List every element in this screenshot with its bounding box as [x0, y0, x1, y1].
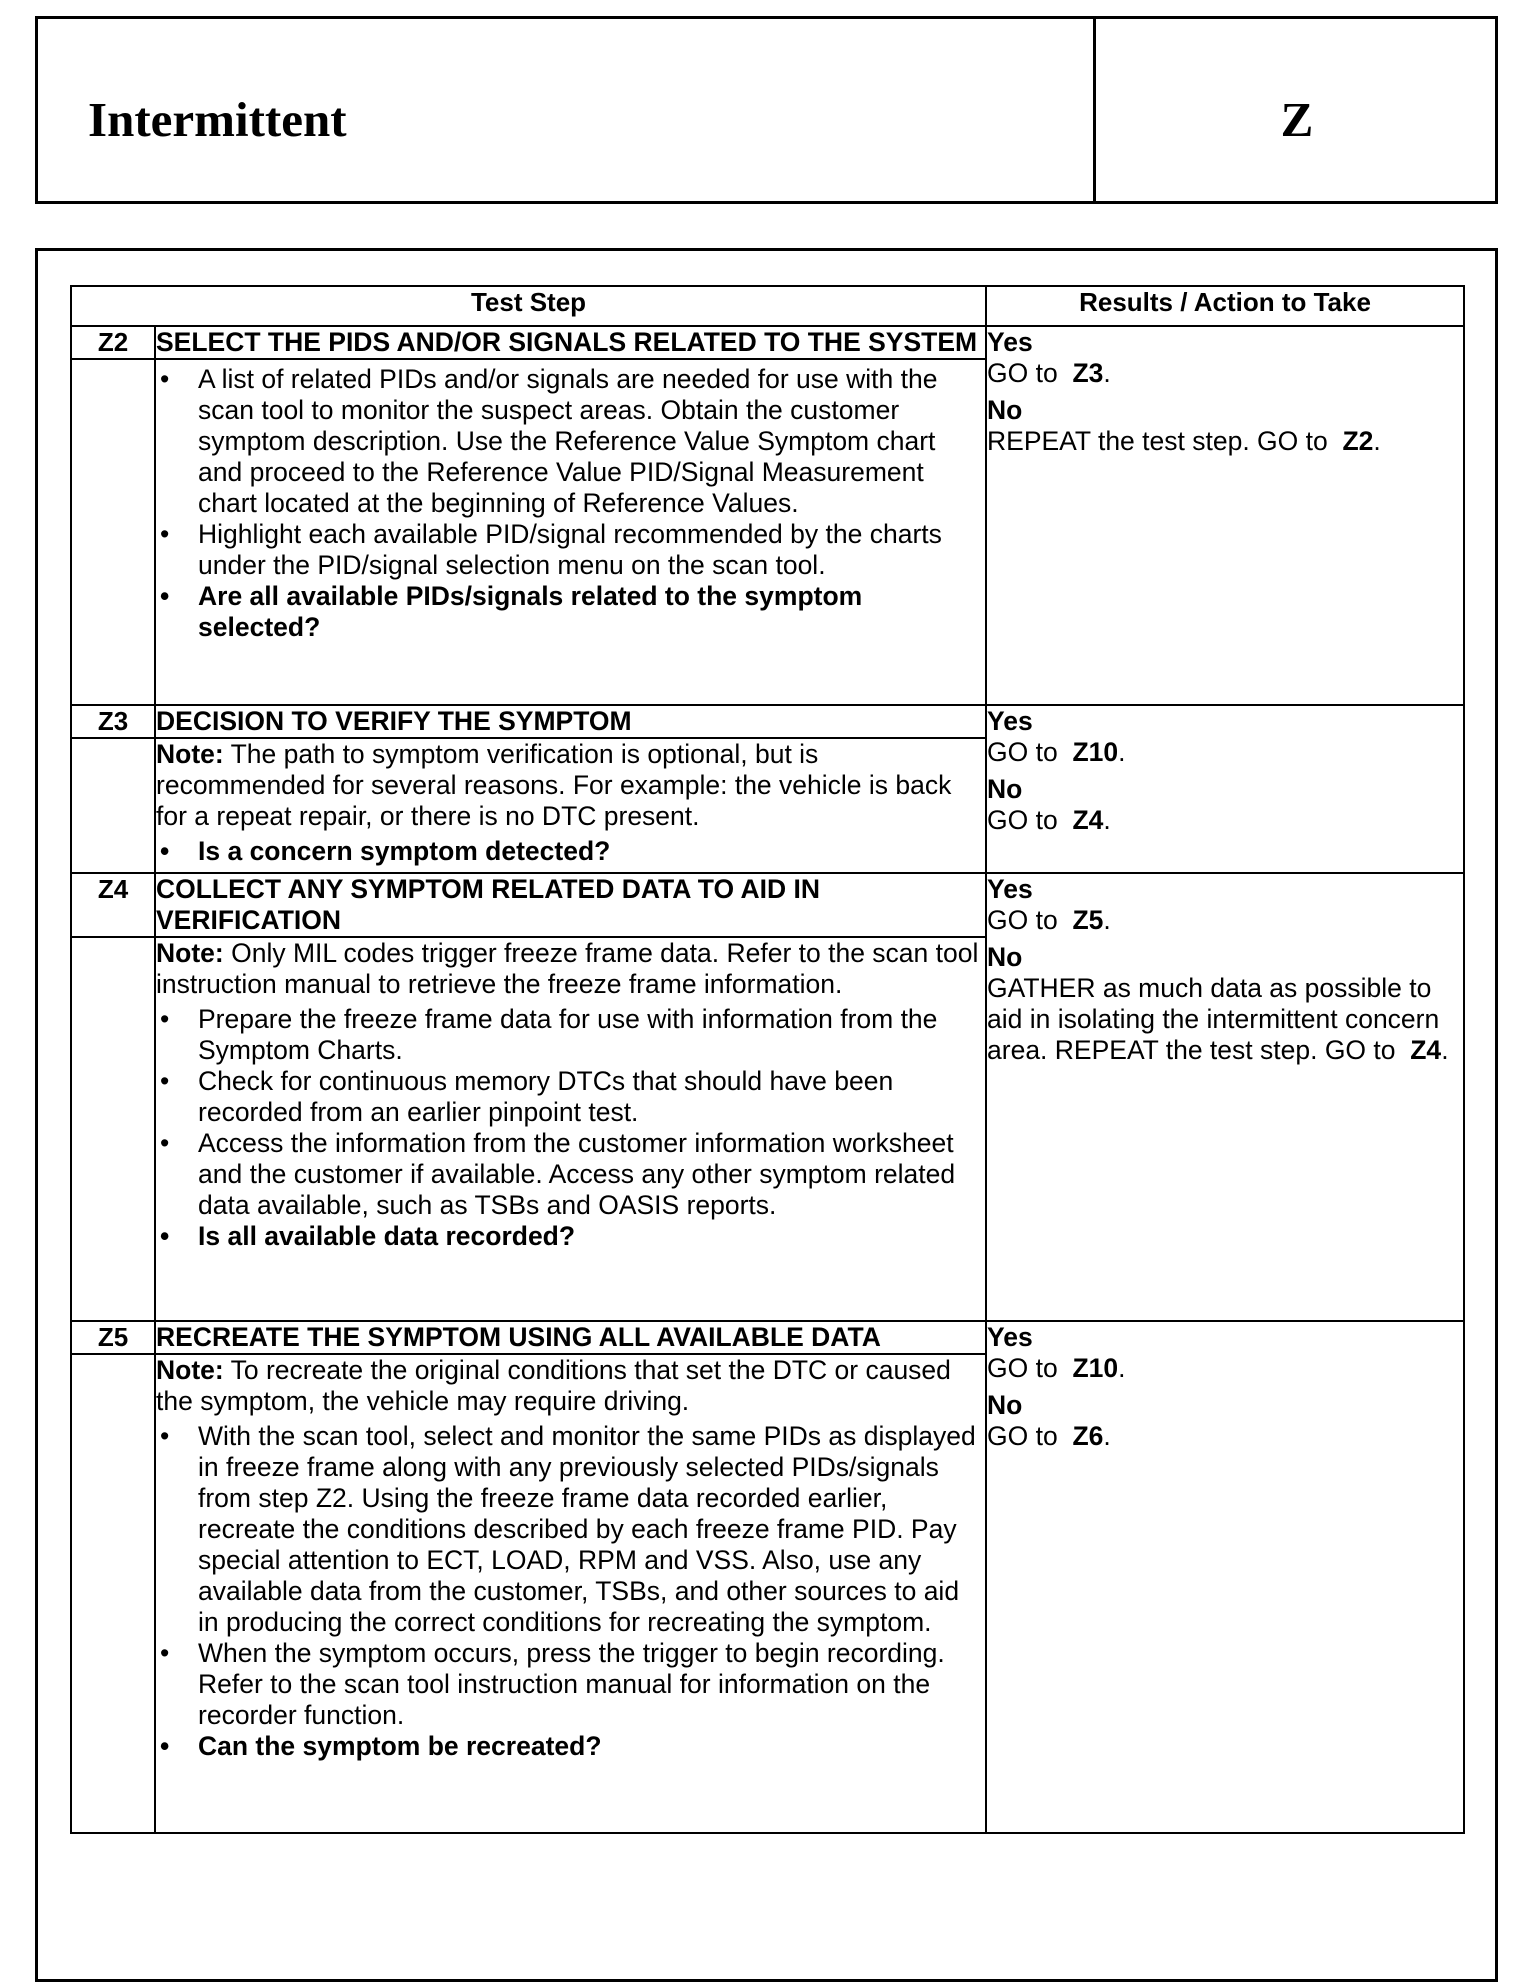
step-title: DECISION TO VERIFY THE SYMPTOM	[155, 705, 986, 738]
yes-label: Yes	[987, 327, 1033, 357]
step-id: Z2	[71, 326, 155, 359]
step-title: SELECT THE PIDS AND/OR SIGNALS RELATED TO THE SYSTEM	[155, 326, 986, 359]
test-step-table	[70, 285, 1465, 1834]
list-item: • Access the information from the customer information worksheet and the customer if available. Access any other symptom related data available, such as TSBs and OASIS reports.	[156, 1128, 985, 1221]
list-item: • Highlight each available PID/signal recommended by the charts under the PID/signal selection menu on the scan tool.	[156, 519, 985, 581]
section-code: Z	[1280, 92, 1314, 147]
step-id: Z5	[71, 1321, 155, 1354]
result-no	[987, 774, 1463, 836]
no-action: REPEAT the test step. GO to Z2.	[987, 426, 1381, 456]
step-detail	[155, 359, 986, 705]
yes-action: GO to Z10.	[987, 737, 1126, 767]
no-label: No	[987, 1390, 1023, 1420]
step-note: Note: To recreate the original conditions that set the DTC or caused the symptom, the vehicle may require driving.	[156, 1355, 951, 1416]
no-label: No	[987, 395, 1023, 425]
step-detail	[155, 937, 986, 1321]
step-id: Z4	[71, 873, 155, 937]
no-label: No	[987, 942, 1023, 972]
table-row	[71, 326, 1464, 359]
step-result	[986, 873, 1464, 1321]
step-question: • Is a concern symptom detected?	[156, 836, 985, 867]
step-detail	[155, 1354, 986, 1833]
yes-action: GO to Z5.	[987, 905, 1111, 935]
yes-label: Yes	[987, 874, 1033, 904]
step-note: Note: The path to symptom verification is optional, but is recommended for several reasons. For example: the vehicle is back for a repeat repair, or there is no DTC present.	[156, 739, 952, 831]
list-item: • With the scan tool, select and monitor the same PIDs as displayed in freeze frame along with any previously selected PIDs/signals from step Z2. Using the freeze frame data recorded earlier, recreate the conditions described by each freeze frame PID. Pay special attention to ECT, LOAD, RPM and VSS. Also, use any available data from the customer, TSBs, and other sources to aid in producing the correct conditions for recreating the symptom.	[156, 1421, 985, 1638]
no-action: GATHER as much data as possible to aid in isolating the intermittent concern area. REPEAT the test step. GO to Z4.	[987, 973, 1449, 1065]
result-yes	[987, 706, 1463, 768]
step-question: • Can the symptom be recreated?	[156, 1731, 985, 1762]
no-action: GO to Z6.	[987, 1421, 1111, 1451]
table-row	[71, 873, 1464, 937]
step-result	[986, 705, 1464, 873]
list-item: • Check for continuous memory DTCs that should have been recorded from an earlier pinpoint test.	[156, 1066, 985, 1128]
step-result	[986, 1321, 1464, 1833]
step-question: • Are all available PIDs/signals related to the symptom selected?	[156, 581, 985, 643]
list-item: • Prepare the freeze frame data for use with information from the Symptom Charts.	[156, 1004, 985, 1066]
result-yes	[987, 874, 1463, 936]
result-no	[987, 395, 1463, 457]
step-title: COLLECT ANY SYMPTOM RELATED DATA TO AID IN VERIFICATION	[155, 873, 986, 937]
step-id: Z3	[71, 705, 155, 738]
result-yes	[987, 1322, 1463, 1384]
no-label: No	[987, 774, 1023, 804]
yes-label: Yes	[987, 706, 1033, 736]
result-no	[987, 942, 1463, 1066]
list-item: • A list of related PIDs and/or signals are needed for use with the scan tool to monitor the suspect areas. Obtain the customer symptom description. Use the Reference Value Symptom chart and proceed to the Reference Value PID/Signal Measurement chart located at the beginning of Reference Values.	[156, 364, 985, 519]
table-row	[71, 705, 1464, 738]
yes-label: Yes	[987, 1322, 1033, 1352]
step-detail	[155, 738, 986, 873]
column-header-test-step: Test Step	[71, 286, 986, 326]
list-item: • When the symptom occurs, press the trigger to begin recording. Refer to the scan tool instruction manual for information on the recorder function.	[156, 1638, 985, 1731]
page-title: Intermittent	[88, 92, 347, 147]
column-header-results: Results / Action to Take	[986, 286, 1464, 326]
no-action: GO to Z4.	[987, 805, 1111, 835]
result-yes	[987, 327, 1463, 389]
yes-action: GO to Z3.	[987, 358, 1111, 388]
step-question: • Is all available data recorded?	[156, 1221, 985, 1252]
result-no	[987, 1390, 1463, 1452]
step-title: RECREATE THE SYMPTOM USING ALL AVAILABLE DATA	[155, 1321, 986, 1354]
step-note: Note: Only MIL codes trigger freeze frame data. Refer to the scan tool instruction manual to retrieve the freeze frame information.	[156, 938, 979, 999]
step-result	[986, 326, 1464, 705]
yes-action: GO to Z10.	[987, 1353, 1126, 1383]
table-row	[71, 1321, 1464, 1354]
header-box	[35, 16, 1498, 204]
